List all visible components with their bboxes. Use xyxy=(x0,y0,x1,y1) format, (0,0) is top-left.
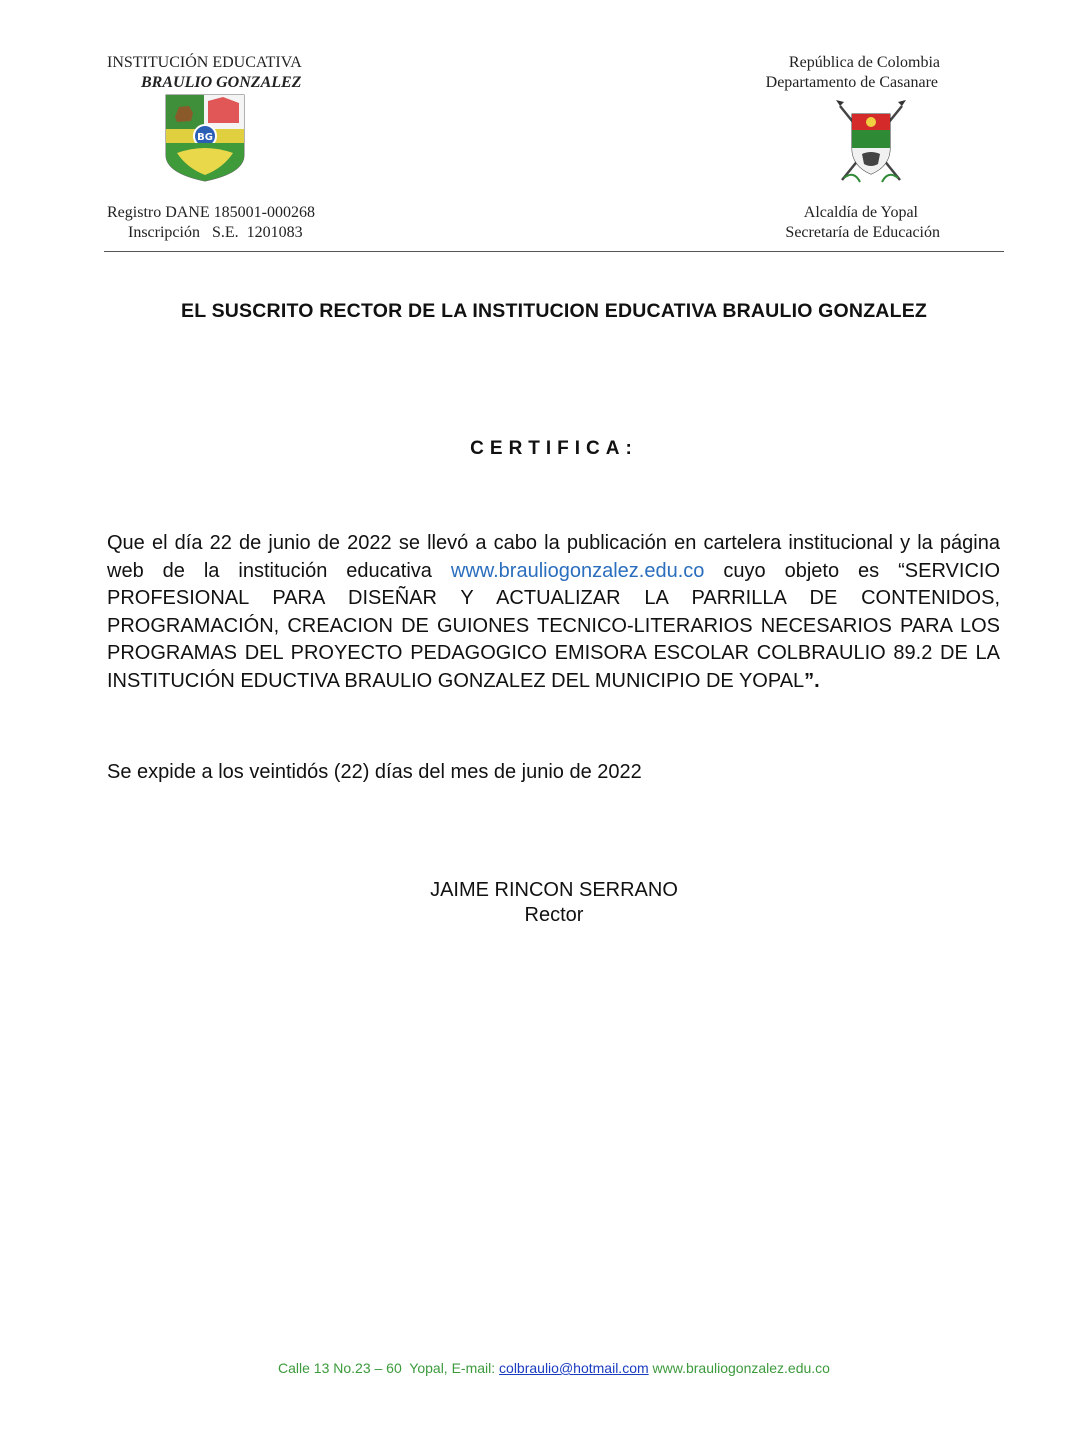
header-left xyxy=(107,53,337,93)
header-right xyxy=(740,53,940,93)
institution-name-line2: BRAULIO GONZALEZ xyxy=(141,74,302,91)
body-text-middle: cuyo objeto es xyxy=(704,559,899,582)
footer-address: Calle 13 No.23 – 60 Yopal, E-mail: xyxy=(278,1360,500,1376)
signature-block xyxy=(354,878,754,928)
footer-website: www.brauliogonzalez.edu.co xyxy=(648,1360,830,1376)
departamento-line: Departamento de Casanare xyxy=(765,74,938,91)
svg-text:BG: BG xyxy=(197,132,213,143)
header-right-office xyxy=(740,203,940,243)
certificate-body xyxy=(107,530,1000,695)
header-divider xyxy=(104,251,1004,252)
alcaldia-line: Alcaldía de Yopal xyxy=(803,204,918,221)
institution-name-line1: INSTITUCIÓN EDUCATIVA xyxy=(107,54,302,71)
signer-role: Rector xyxy=(524,904,584,926)
issue-date-line: Se expide a los veintidós (22) días del mes de junio de 2022 xyxy=(107,761,642,783)
secretaria-line: Secretaría de Educación xyxy=(785,224,940,241)
footer xyxy=(104,1360,1004,1376)
institution-website-link[interactable]: www.brauliogonzalez.edu.co xyxy=(450,559,705,582)
registro-dane: Registro DANE 185001-000268 xyxy=(107,204,315,221)
school-shield-crest-icon xyxy=(163,93,247,183)
republica-line: República de Colombia xyxy=(788,54,940,71)
footer-email-link[interactable]: colbraulio@hotmail.com xyxy=(499,1360,649,1376)
document-title: EL SUSCRITO RECTOR DE LA INSTITUCION EDUCATIVA BRAULIO GONZALEZ xyxy=(180,300,928,322)
body-text-intro: Que el día 22 de junio de 2022 se llevó a cabo la publicación en cartelera institucional y la página web de la institución educativa xyxy=(107,532,1000,582)
certifica-heading: CERTIFICA: xyxy=(470,438,638,459)
casanare-coat-of-arms-icon xyxy=(834,100,908,186)
body-text-end: ”. xyxy=(804,669,820,692)
header-left-registry xyxy=(107,203,367,243)
signer-name: JAIME RINCON SERRANO xyxy=(430,879,678,901)
contract-object-text: “SERVICIO PROFESIONAL PARA DISEÑAR Y ACTUALIZAR LA PARRILLA DE CONTENIDOS, PROGRAMACIÓN, CREACION DE GUIONES TECNICO-LITERARIOS NECESARIOS PARA LOS PROGRAMAS DEL PROYECTO PEDAGOGICO EMISORA ESCOLAR COLBRAULIO 89.2 DE LA INSTITUCIÓN EDUCTIVA BRAULIO GONZALEZ DEL MUNICIPIO DE YOPAL xyxy=(107,559,1000,692)
inscripcion-se: Inscripción S.E. 1201083 xyxy=(128,224,303,241)
